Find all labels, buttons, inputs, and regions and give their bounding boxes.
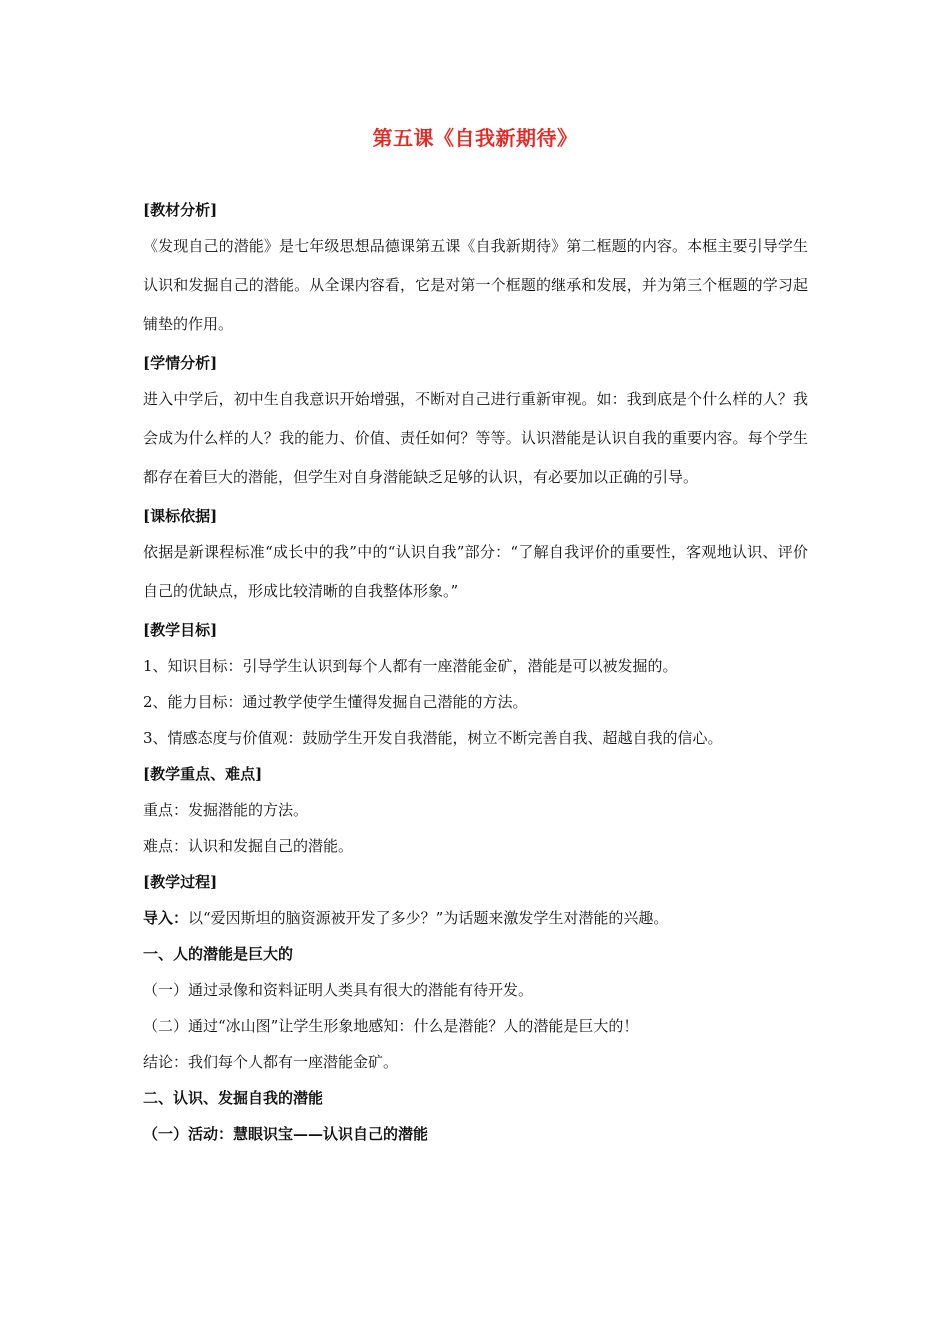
process-part2-heading: 二、认识、发掘自我的潜能 [143,1089,324,1107]
process-part1-heading: 一、人的潜能是巨大的 [143,945,294,963]
heading-standard: [课标依据] [143,507,218,525]
keypoint-item-focus: 重点：发掘潜能的方法。 [143,801,309,819]
heading-students: [学情分析] [143,354,218,372]
heading-process: [教学过程] [143,873,218,891]
heading-goals: [教学目标] [143,621,218,639]
process-part1-conclusion: 结论：我们每个人都有一座潜能金矿。 [143,1053,399,1071]
process-intro-label: 导入： [143,909,189,927]
process-part1-item-1: （一）通过录像和资料证明人类具有很大的潜能有待开发。 [143,981,534,999]
process-part1-item-2: （二）通过“冰山图”让学生形象地感知：什么是潜能？人的潜能是巨大的！ [143,1017,639,1035]
paragraph-standard: 依据是新课程标准“成长中的我”中的“认识自我”部分：“了解自我评价的重要性，客观地认识、评价自己的优缺点，形成比较清晰的自我整体形象。” [143,543,808,600]
paragraph-students: 进入中学后，初中生自我意识开始增强，不断对自己进行重新审视。如：我到底是个什么样的人？我会成为什么样的人？我的能力、价值、责任如何？等等。认识潜能是认识自我的重要内容。每个学生都存在着巨大的潜能，但学生对自身潜能缺乏足够的认识，有必要加以正确的引导。 [143,390,808,486]
process-part2-sub: （一）活动：慧眼识宝——认识自己的潜能 [143,1125,429,1143]
goal-item-ability: 2、能力目标：通过教学使学生懂得发掘自己潜能的方法。 [143,693,528,711]
goal-item-emotion: 3、情感态度与价值观：鼓励学生开发自我潜能，树立不断完善自我、超越自我的信心。 [143,729,723,747]
heading-analysis: [教材分析] [143,201,218,219]
process-intro [143,906,808,930]
goal-item-knowledge: 1、知识目标：引导学生认识到每个人都有一座潜能金矿，潜能是可以被发掘的。 [143,657,678,675]
paragraph-analysis: 《发现自己的潜能》是七年级思想品德课第五课《自我新期待》第二框题的内容。本框主要引导学生认识和发掘自己的潜能。从全课内容看，它是对第一个框题的继承和发展，并为第三个框题的学习起铺垫的作用。 [143,237,808,333]
document-body [143,198,808,1158]
process-intro-text: 以“爱因斯坦的脑资源被开发了多少？”为话题来激发学生对潜能的兴趣。 [188,909,669,927]
document-title: 第五课《自我新期待》 [372,126,578,150]
heading-keypoints: [教学重点、难点] [143,765,263,783]
keypoint-item-difficulty: 难点：认识和发掘自己的潜能。 [143,837,354,855]
